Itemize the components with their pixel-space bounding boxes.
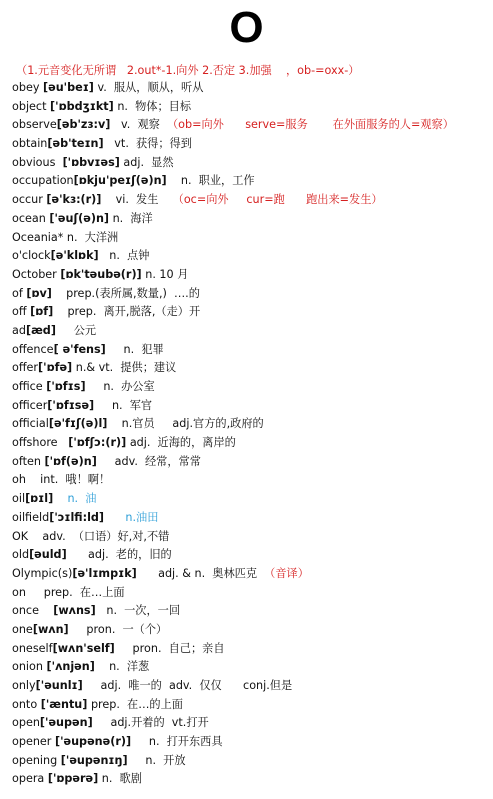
vocab-entry: [12, 135, 490, 154]
entry-word: off: [12, 305, 31, 319]
entry-phonetic: [ɒv]: [26, 286, 52, 300]
entry-definition: n. 物体；目标: [113, 99, 192, 113]
entry-phonetic: ['ʌnjən]: [46, 660, 95, 674]
entry-definition: n. 歌剧: [98, 772, 142, 786]
entry-phonetic: ['ɔɪlfi:ld]: [49, 510, 105, 524]
entry-phonetic: ['əupənə(r)]: [54, 735, 132, 749]
vocab-entry: [12, 621, 490, 640]
entry-definition: n.& vt. 提供；建议: [72, 361, 177, 375]
vocab-entry: [12, 434, 490, 453]
page-title: O: [229, 3, 264, 52]
entry-word: official: [12, 417, 49, 431]
entry-word: oneself: [12, 641, 53, 655]
vocab-entry: [12, 285, 490, 304]
entry-definition: prep. 离开,脱落,（走）开: [53, 305, 201, 319]
entry-word: office: [12, 380, 47, 393]
vocab-entry: [12, 509, 490, 528]
entry-word: occupation: [12, 174, 74, 188]
entry-phonetic: [ə'fɪʃ(ə)l]: [48, 417, 108, 431]
entry-definition: [53, 492, 67, 505]
entry-definition: 公元: [55, 323, 97, 337]
entry-word: one: [12, 622, 33, 636]
entry-phonetic: ['ɒpərə]: [47, 772, 99, 786]
entry-definition: n. 办公室: [85, 380, 155, 393]
entry-phonetic: ['əupənɪŋ]: [60, 753, 128, 767]
entry-definition: adj. 显然: [119, 155, 174, 169]
vocab-entry: [12, 210, 490, 229]
entry-word: old: [12, 548, 30, 562]
entry-note: （oc=向外 cur=跑 跑出来=发生）: [172, 193, 383, 207]
entry-word: offence: [12, 342, 54, 356]
entry-word: offshore: [12, 436, 69, 450]
entry-word: obtain: [12, 137, 48, 151]
vocab-entry: [12, 98, 490, 117]
vocab-entry: [12, 229, 490, 248]
entry-phonetic: ['əuʃ(ə)n]: [49, 211, 110, 225]
entry-word: once: [12, 604, 54, 618]
entry-definition: adj. 唯一的 adv. 仅仅 conj.但是: [82, 679, 293, 692]
entry-definition: vt. 获得；得到: [103, 137, 192, 151]
entry-phonetic: ['ɒfɪs]: [46, 380, 86, 393]
entry-word: o'clock: [12, 249, 51, 263]
vocab-entry: [12, 696, 490, 715]
entry-word: opener: [12, 735, 55, 749]
entry-word: opening: [12, 753, 61, 767]
entry-word: ocean: [12, 211, 50, 225]
entry-note: （音译）: [264, 566, 309, 580]
vocab-entry: [12, 154, 490, 173]
entry-word: on prep. 在…上面: [12, 585, 125, 599]
entry-phonetic: [əuld]: [29, 548, 67, 562]
vocab-entry: [12, 528, 490, 547]
vocabulary-list: [12, 79, 490, 789]
vocab-entry: [12, 714, 490, 733]
entry-definition: [104, 511, 125, 524]
vocab-entry: [12, 79, 490, 98]
vocab-entry: [12, 303, 490, 322]
entry-phonetic: [ə'klɒk]: [50, 249, 99, 263]
entry-definition: n.官员 adj.官方的,政府的: [107, 417, 264, 431]
entry-word: object: [12, 99, 51, 113]
entry-definition: n. 打开东西具: [131, 735, 223, 749]
entry-definition: n. 职业，工作: [166, 174, 255, 188]
vocab-entry: [12, 733, 490, 752]
entry-definition: prep.(表所属,数量,) ….的: [51, 286, 200, 300]
entry-phonetic: ['ɒbdʒɪkt]: [50, 99, 114, 113]
entry-phonetic: [ə'lɪmpɪk]: [72, 566, 137, 580]
prefix-note: （1.元音变化无所谓 2.out*-1.向外 2.否定 3.加强 ，ob-=oxx-）: [16, 64, 360, 77]
entry-phonetic: [ɒɪl]: [25, 492, 54, 506]
entry-phonetic: ['əupən]: [39, 716, 93, 730]
entry-phonetic: ['əunlɪ]: [35, 679, 83, 692]
entry-definition: vi. 发生: [101, 193, 173, 207]
entry-definition: v. 服从，顺从，听从: [93, 81, 204, 94]
entry-definition: adj. 老的，旧的: [66, 548, 172, 562]
vocab-entry: [12, 247, 490, 266]
entry-definition: n. 点钟: [98, 249, 150, 263]
entry-definition: n. 大洋洲: [66, 230, 119, 244]
entry-word: often: [12, 454, 45, 468]
entry-word: obey: [12, 81, 44, 94]
entry-phonetic: [əb'teɪn]: [47, 137, 104, 151]
entry-word: open: [12, 716, 40, 730]
entry-word: of: [12, 286, 27, 300]
entry-definition: n. 开放: [127, 753, 186, 767]
vocab-entry: [12, 378, 490, 397]
entry-word: onto: [12, 697, 41, 711]
entry-definition: adj. 近海的，离岸的: [126, 436, 236, 450]
vocab-entry: [12, 397, 490, 416]
entry-definition: n. 海洋: [109, 211, 153, 225]
entry-note: （ob=向外 serve=服务 在外面服务的人=观察）: [166, 118, 454, 132]
entry-phonetic: [æd]: [25, 323, 56, 337]
entry-definition: n. 一次，一回: [95, 604, 181, 618]
vocab-entry: [12, 191, 490, 210]
vocab-entry: [12, 471, 490, 490]
entry-definition: n. 犯罪: [105, 342, 164, 356]
entry-phonetic: [wʌn]: [32, 622, 69, 636]
entry-definition: pron. 自己；亲自: [114, 641, 225, 655]
vocab-entry: [12, 640, 490, 659]
entry-note: n. 油: [67, 492, 97, 506]
entry-word: opera: [12, 772, 48, 786]
vocab-entry: [12, 172, 490, 191]
entry-phonetic: [ɒf]: [30, 305, 54, 319]
entry-definition: prep. 在…的上面: [87, 697, 183, 711]
entry-phonetic: [wʌn'self]: [52, 641, 115, 655]
entry-definition: adj. & n. 奥林匹克: [136, 566, 265, 580]
entry-word: ad: [12, 323, 26, 337]
entry-phonetic: [wʌns]: [53, 604, 96, 618]
entry-word: offer: [12, 361, 39, 375]
entry-phonetic: [əu'beɪ]: [43, 81, 94, 94]
entry-word: Olympic(s): [12, 566, 73, 580]
vocab-entry: [12, 490, 490, 509]
entry-word: October: [12, 267, 61, 281]
entry-definition: v. 观察: [110, 118, 167, 132]
vocab-entry: [12, 415, 490, 434]
vocab-entry: [12, 266, 490, 285]
entry-definition: adj.开着的 vt.打开: [92, 716, 209, 730]
entry-note: n.油田: [125, 510, 159, 524]
entry-definition: pron. 一（个）: [68, 622, 168, 636]
entry-word: occur: [12, 193, 47, 207]
vocab-entry: [12, 602, 490, 621]
entry-word: officer: [12, 398, 48, 412]
entry-phonetic: [ɒkju'peɪʃ(ə)n]: [73, 174, 167, 188]
entry-phonetic: ['ɒfʃɔ:(r)]: [68, 436, 127, 450]
entry-word: Oceania*: [12, 230, 67, 244]
entry-word: OK adv. （口语）好,对,不错: [12, 529, 170, 543]
vocab-entry: [12, 341, 490, 360]
vocab-entry: [12, 584, 490, 603]
entry-phonetic: ['æntu]: [40, 697, 88, 711]
entry-word: oilfield: [12, 510, 50, 524]
entry-phonetic: ['ɒbvɪəs]: [62, 155, 120, 169]
entry-word: oh int. 哦！啊！: [12, 473, 111, 487]
entry-phonetic: [ə'kɜ:(r)]: [46, 193, 102, 207]
entry-definition: n. 洋葱: [94, 660, 150, 674]
vocab-entry: [12, 677, 490, 696]
entry-word: only: [12, 679, 36, 692]
entry-definition: n. 军官: [94, 398, 153, 412]
entry-phonetic: ['ɒfə]: [38, 361, 73, 375]
entry-phonetic: ['ɒfɪsə]: [47, 398, 95, 412]
vocab-entry: [12, 565, 490, 584]
entry-definition: n. 10 月: [141, 267, 189, 281]
entry-phonetic: [ɒk'təubə(r)]: [60, 267, 142, 281]
entry-word: onion: [12, 660, 47, 674]
vocab-entry: [12, 453, 490, 472]
entry-phonetic: ['ɒf(ə)n]: [44, 454, 97, 468]
vocab-entry: [12, 116, 490, 135]
vocab-entry: [12, 322, 490, 341]
entry-phonetic: [ ə'fens]: [53, 342, 106, 356]
entry-word: obvious: [12, 155, 63, 169]
vocab-entry: [12, 752, 490, 771]
vocab-entry: [12, 359, 490, 378]
vocab-entry: [12, 658, 490, 677]
entry-word: oil: [12, 492, 26, 506]
entry-definition: adv. 经常，常常: [96, 454, 201, 468]
vocab-entry: [12, 546, 490, 565]
entry-phonetic: [əb'zɜ:v]: [56, 118, 111, 132]
entry-word: observe: [12, 118, 57, 132]
vocab-entry: [12, 770, 490, 789]
